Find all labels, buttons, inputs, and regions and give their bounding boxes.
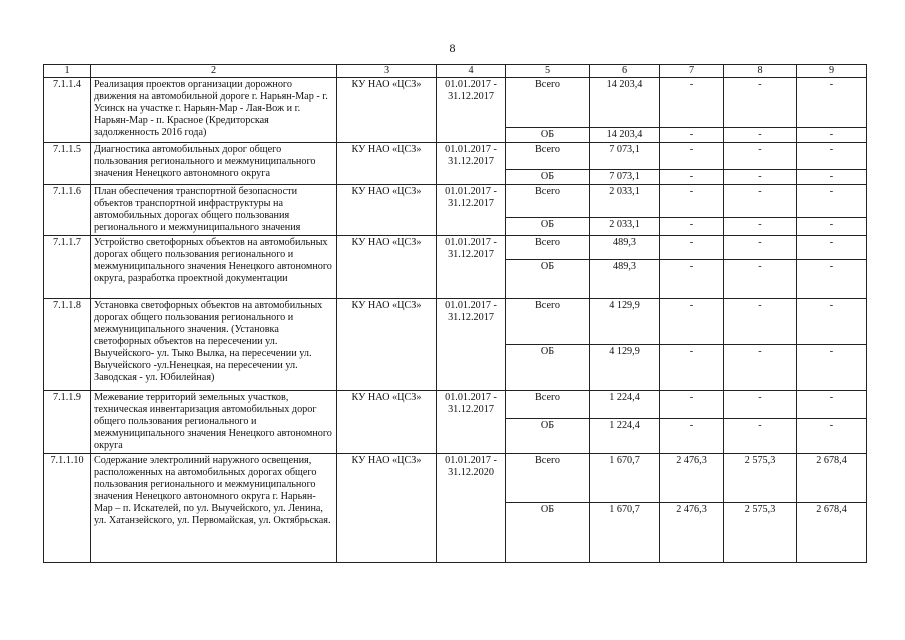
row-description: Содержание электролиний наружного освещения, расположенных на автомобильных дорогах общего пользования регионального и межмуниципального значения Ненецкого автономного округа г. Нарьян-Мар – п. Искателей, по ул. Выучейского, ул. Ленина, ул. Хатанзейского, ул. Первомайская, ул. Октябрьская. bbox=[91, 454, 337, 563]
row-executor: КУ НАО «ЦСЗ» bbox=[337, 143, 437, 185]
header-cell: 1 bbox=[44, 65, 91, 78]
row-executor: КУ НАО «ЦСЗ» bbox=[337, 299, 437, 391]
funding-source: ОБ bbox=[506, 170, 590, 185]
value-col6: 14 203,4 bbox=[590, 128, 660, 143]
value-col6: 1 670,7 bbox=[590, 454, 660, 503]
funding-source: ОБ bbox=[506, 503, 590, 563]
value-col7: - bbox=[660, 299, 724, 345]
value-col9: - bbox=[797, 260, 867, 299]
row-code: 7.1.1.9 bbox=[44, 391, 91, 454]
row-period: 01.01.2017 - 31.12.2017 bbox=[437, 299, 506, 391]
row-period: 01.01.2017 - 31.12.2020 bbox=[437, 454, 506, 563]
funding-source: Всего bbox=[506, 299, 590, 345]
table-row bbox=[44, 143, 867, 170]
value-col6: 489,3 bbox=[590, 236, 660, 260]
page-number: 8 bbox=[449, 41, 456, 55]
value-col8: - bbox=[724, 260, 797, 299]
row-code: 7.1.1.10 bbox=[44, 454, 91, 563]
header-cell: 7 bbox=[660, 65, 724, 78]
value-col7: - bbox=[660, 260, 724, 299]
row-period: 01.01.2017 - 31.12.2017 bbox=[437, 143, 506, 185]
value-col8: - bbox=[724, 345, 797, 391]
value-col9: 2 678,4 bbox=[797, 454, 867, 503]
value-col8: 2 575,3 bbox=[724, 503, 797, 563]
row-period: 01.01.2017 - 31.12.2017 bbox=[437, 78, 506, 143]
table-row bbox=[44, 236, 867, 260]
funding-source: Всего bbox=[506, 236, 590, 260]
value-col6: 489,3 bbox=[590, 260, 660, 299]
value-col6: 7 073,1 bbox=[590, 170, 660, 185]
row-code: 7.1.1.6 bbox=[44, 185, 91, 236]
table-row bbox=[44, 78, 867, 128]
value-col9: - bbox=[797, 128, 867, 143]
value-col8: - bbox=[724, 299, 797, 345]
value-col7: - bbox=[660, 143, 724, 170]
value-col9: - bbox=[797, 345, 867, 391]
value-col6: 4 129,9 bbox=[590, 299, 660, 345]
row-executor: КУ НАО «ЦСЗ» bbox=[337, 185, 437, 236]
value-col9: - bbox=[797, 236, 867, 260]
value-col9: - bbox=[797, 185, 867, 218]
row-description: Межевание территорий земельных участков, техническая инвентаризация автомобильных дорог общего пользования регионального и межмуниципального значения Ненецкого автономного округа bbox=[91, 391, 337, 454]
funding-source: Всего bbox=[506, 454, 590, 503]
value-col8: - bbox=[724, 78, 797, 128]
header-cell: 3 bbox=[337, 65, 437, 78]
row-code: 7.1.1.4 bbox=[44, 78, 91, 143]
value-col7: - bbox=[660, 217, 724, 235]
row-period: 01.01.2017 - 31.12.2017 bbox=[437, 185, 506, 236]
value-col7: - bbox=[660, 418, 724, 453]
value-col6: 4 129,9 bbox=[590, 345, 660, 391]
funding-source: Всего bbox=[506, 143, 590, 170]
value-col8: - bbox=[724, 391, 797, 419]
value-col6: 7 073,1 bbox=[590, 143, 660, 170]
table-row bbox=[44, 299, 867, 345]
row-executor: КУ НАО «ЦСЗ» bbox=[337, 236, 437, 299]
funding-source: ОБ bbox=[506, 418, 590, 453]
table-row bbox=[44, 391, 867, 419]
value-col8: - bbox=[724, 236, 797, 260]
row-description: Устройство светофорных объектов на автомобильных дорогах общего пользования регионального и межмуниципального значения Ненецкого автономного округа, разработка проектной документации bbox=[91, 236, 337, 299]
value-col7: 2 476,3 bbox=[660, 503, 724, 563]
value-col7: - bbox=[660, 128, 724, 143]
row-description: Установка светофорных объектов на автомобильных дорогах общего пользования регионального и межмуниципального значения. (Установка светофорных объектов на пересечении ул. Выучейского- ул. Тыко Вылка, на пересечении ул. Выучейского -ул.Ненецкая, на пересечении ул. Заводская - ул. Юбилейная) bbox=[91, 299, 337, 391]
funding-source: ОБ bbox=[506, 260, 590, 299]
header-cell: 4 bbox=[437, 65, 506, 78]
program-table bbox=[43, 64, 867, 563]
row-executor: КУ НАО «ЦСЗ» bbox=[337, 454, 437, 563]
header-cell: 6 bbox=[590, 65, 660, 78]
value-col9: - bbox=[797, 78, 867, 128]
header-cell: 9 bbox=[797, 65, 867, 78]
value-col9: - bbox=[797, 170, 867, 185]
value-col8: - bbox=[724, 185, 797, 218]
value-col8: 2 575,3 bbox=[724, 454, 797, 503]
row-code: 7.1.1.7 bbox=[44, 236, 91, 299]
value-col8: - bbox=[724, 143, 797, 170]
value-col9: - bbox=[797, 217, 867, 235]
value-col7: - bbox=[660, 345, 724, 391]
value-col7: - bbox=[660, 78, 724, 128]
value-col6: 2 033,1 bbox=[590, 217, 660, 235]
row-code: 7.1.1.5 bbox=[44, 143, 91, 185]
funding-source: ОБ bbox=[506, 217, 590, 235]
header-row bbox=[44, 65, 867, 78]
row-executor: КУ НАО «ЦСЗ» bbox=[337, 391, 437, 454]
header-cell: 5 bbox=[506, 65, 590, 78]
header-cell: 8 bbox=[724, 65, 797, 78]
value-col7: - bbox=[660, 391, 724, 419]
value-col8: - bbox=[724, 217, 797, 235]
value-col6: 1 224,4 bbox=[590, 418, 660, 453]
value-col6: 1 224,4 bbox=[590, 391, 660, 419]
value-col6: 14 203,4 bbox=[590, 78, 660, 128]
row-description: План обеспечения транспортной безопасности объектов транспортной инфраструктуры на автомобильных дорогах общего пользования регионального и межмуниципального значения bbox=[91, 185, 337, 236]
row-executor: КУ НАО «ЦСЗ» bbox=[337, 78, 437, 143]
header-cell: 2 bbox=[91, 65, 337, 78]
table-row bbox=[44, 454, 867, 503]
value-col7: - bbox=[660, 170, 724, 185]
funding-source: ОБ bbox=[506, 345, 590, 391]
value-col7: - bbox=[660, 236, 724, 260]
table-row bbox=[44, 185, 867, 218]
row-period: 01.01.2017 - 31.12.2017 bbox=[437, 391, 506, 454]
funding-source: Всего bbox=[506, 185, 590, 218]
value-col9: 2 678,4 bbox=[797, 503, 867, 563]
funding-source: ОБ bbox=[506, 128, 590, 143]
value-col9: - bbox=[797, 143, 867, 170]
row-period: 01.01.2017 - 31.12.2017 bbox=[437, 236, 506, 299]
value-col8: - bbox=[724, 128, 797, 143]
funding-source: Всего bbox=[506, 78, 590, 128]
value-col8: - bbox=[724, 170, 797, 185]
funding-source: Всего bbox=[506, 391, 590, 419]
value-col7: - bbox=[660, 185, 724, 218]
value-col9: - bbox=[797, 299, 867, 345]
value-col9: - bbox=[797, 391, 867, 419]
row-code: 7.1.1.8 bbox=[44, 299, 91, 391]
value-col8: - bbox=[724, 418, 797, 453]
value-col7: 2 476,3 bbox=[660, 454, 724, 503]
value-col6: 1 670,7 bbox=[590, 503, 660, 563]
row-description: Диагностика автомобильных дорог общего пользования регионального и межмуниципального значения Ненецкого автономного округа bbox=[91, 143, 337, 185]
row-description: Реализация проектов организации дорожного движения на автомобильной дороге г. Нарьян-Мар - г. Усинск на участке г. Нарьян-Мар - Лая-Вож и г. Нарьян-Мар - п. Красное (Кредиторская задолженность 2016 года) bbox=[91, 78, 337, 143]
value-col6: 2 033,1 bbox=[590, 185, 660, 218]
value-col9: - bbox=[797, 418, 867, 453]
